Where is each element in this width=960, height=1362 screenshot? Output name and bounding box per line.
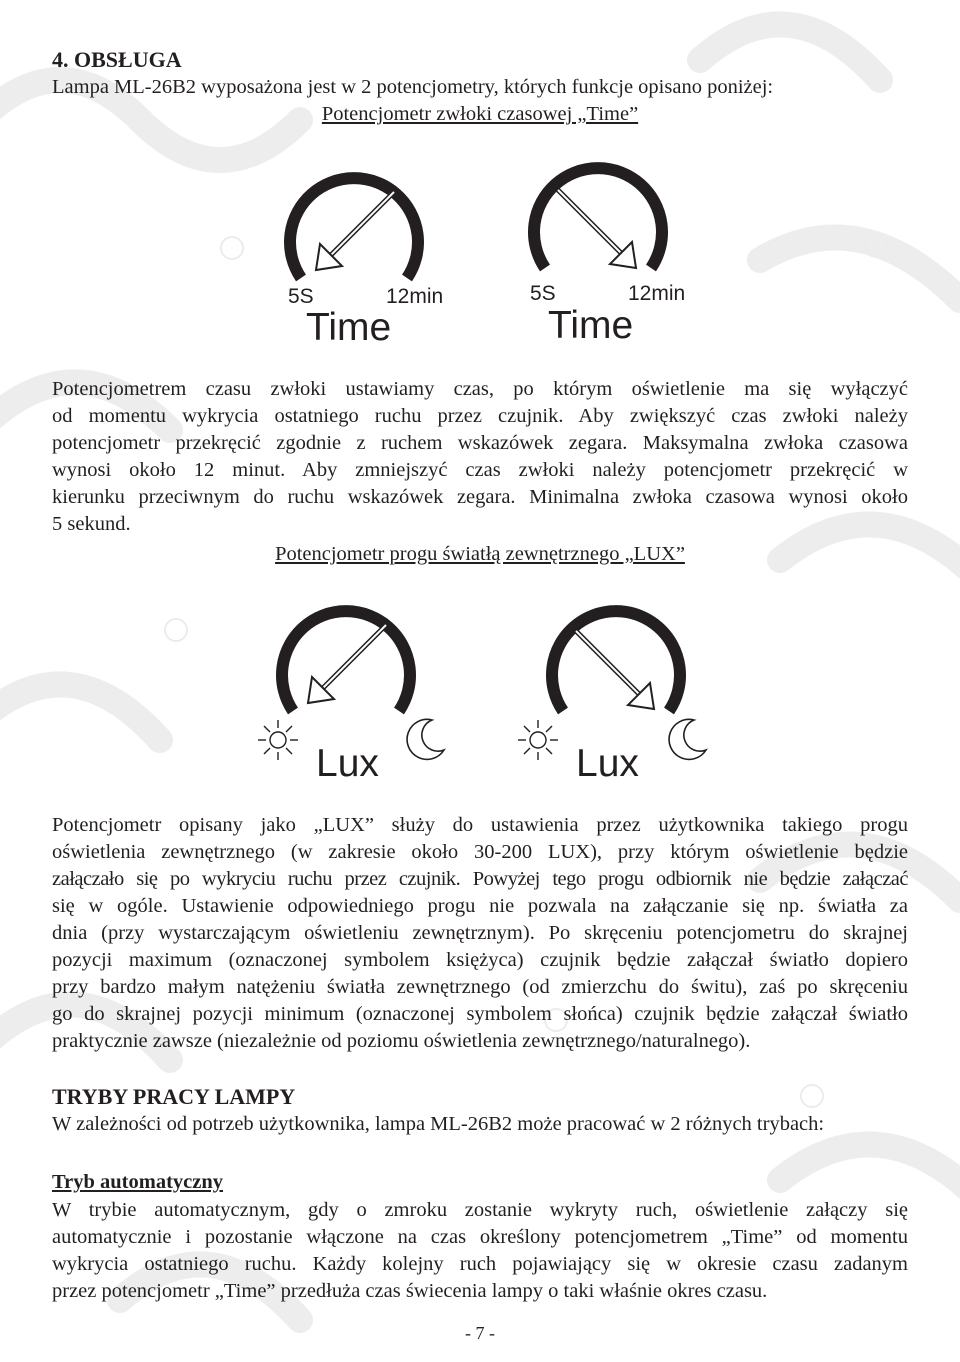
lux-dial-right [540, 605, 700, 720]
modes-title: TRYBY PRACY LAMPY [52, 1084, 296, 1109]
time-min-label-left: 5S [288, 285, 314, 308]
time-paragraph-line: od momentu wykrycia ostatniego ruchu przez czujnik. Aby zwiększyć czas zwłoki należy [52, 405, 908, 427]
auto-paragraph-line: wykrycia ostatniego ruchu. Każdy kolejny ruch pojawiający się w okresie czasu zadanym [52, 1253, 908, 1275]
moon-icon [666, 716, 710, 762]
sun-icon [516, 718, 560, 762]
time-dial-right [522, 162, 682, 277]
time-min-label-right: 5S [530, 282, 556, 305]
intro-text: Lampa ML-26B2 wyposażona jest w 2 potencjometry, których funkcje opisano poniżej: [52, 76, 774, 98]
modes-intro: W zależności od potrzeb użytkownika, lampa ML-26B2 może pracować w 2 różnych trybach: [52, 1113, 825, 1135]
lux-paragraph-line: przy bardzo małym natężeniu światła zewnętrznego (od zmierzchu do świtu), zaś po skręceniu [52, 976, 908, 998]
lux-paragraph-line: dnia (przy wystarczającym oświetleniu zewnętrznym). Po skręceniu potencjometru do skrajnej [52, 922, 908, 944]
lux-dial-title-right: Lux [576, 742, 639, 785]
time-paragraph-line: kierunku przeciwnym do ruchu wskazówek zegara. Minimalna zwłoka czasowa wynosi około [52, 486, 908, 508]
lux-dial-left [270, 605, 430, 720]
time-dial-title-left: Time [306, 306, 392, 349]
lux-dial-title-left: Lux [316, 742, 379, 785]
time-dial-title-right: Time [548, 304, 634, 347]
lux-paragraph-line: praktycznie zawsze (niezależnie od poziomu oświetlenia zewnętrznego/naturalnego). [52, 1030, 751, 1052]
lux-heading: Potencjometr progu światłą zewnętrznego „LUX” [275, 543, 685, 565]
time-heading: Potencjometr zwłoki czasowej „Time” [321, 103, 639, 125]
lux-paragraph-line: oświetlenia zewnętrznego (w zakresie około 30-200 LUX), przy którym oświetlenie będzie [52, 841, 908, 863]
time-paragraph-line: Potencjometrem czasu zwłoki ustawiamy czas, po którym oświetlenie ma się wyłączyć [52, 378, 908, 400]
moon-icon [404, 716, 448, 762]
lux-paragraph-line: go do skrajnej pozycji minimum (oznaczonej symbolem słońca) czujnik będzie załączał światło [52, 1003, 908, 1025]
time-max-label-right: 12min [628, 282, 686, 305]
section-title: 4. OBSŁUGA [52, 47, 182, 72]
lux-paragraph-line: załączało się po wykryciu ruchu przez czujnik. Powyżej tego progu odbiornik nie będzie załączać [52, 868, 908, 890]
sun-icon [256, 718, 300, 762]
auto-paragraph-line: przez potencjometr „Time” przedłuża czas świecenia lampy o taki właśnie okres czasu. [52, 1280, 768, 1302]
lux-paragraph-line: pozycji maximum (oznaczonej symbolem księżyca) czujnik będzie załączał światło dopiero [52, 949, 908, 971]
auto-mode-heading: Tryb automatyczny [52, 1171, 224, 1193]
time-paragraph-line: potencjometr przekręcić zgodnie z ruchem wskazówek zegara. Maksymalna zwłoka czasowa [52, 432, 908, 454]
auto-paragraph-line: automatycznie i pozostanie włączone na czas określony potencjometrem „Time” od momentu [52, 1226, 908, 1248]
page-number: - 7 - [465, 1323, 495, 1343]
time-max-label-left: 12min [386, 285, 444, 308]
time-paragraph-line: 5 sekund. [52, 513, 131, 535]
lux-paragraph-line: się w ogóle. Ustawienie odpowiedniego progu nie pozwala na załączanie się np. światła za [52, 895, 908, 917]
auto-paragraph-line: W trybie automatycznym, gdy o zmroku zostanie wykryty ruch, oświetlenie załączy się [52, 1199, 908, 1221]
time-dial-left [278, 178, 438, 288]
lux-paragraph-line: Potencjometr opisany jako „LUX” służy do ustawienia przez użytkownika takiego progu [52, 814, 908, 836]
time-paragraph-line: wynosi około 12 minut. Aby zmniejszyć czas zwłoki należy potencjometr przekręcić w [52, 459, 908, 481]
